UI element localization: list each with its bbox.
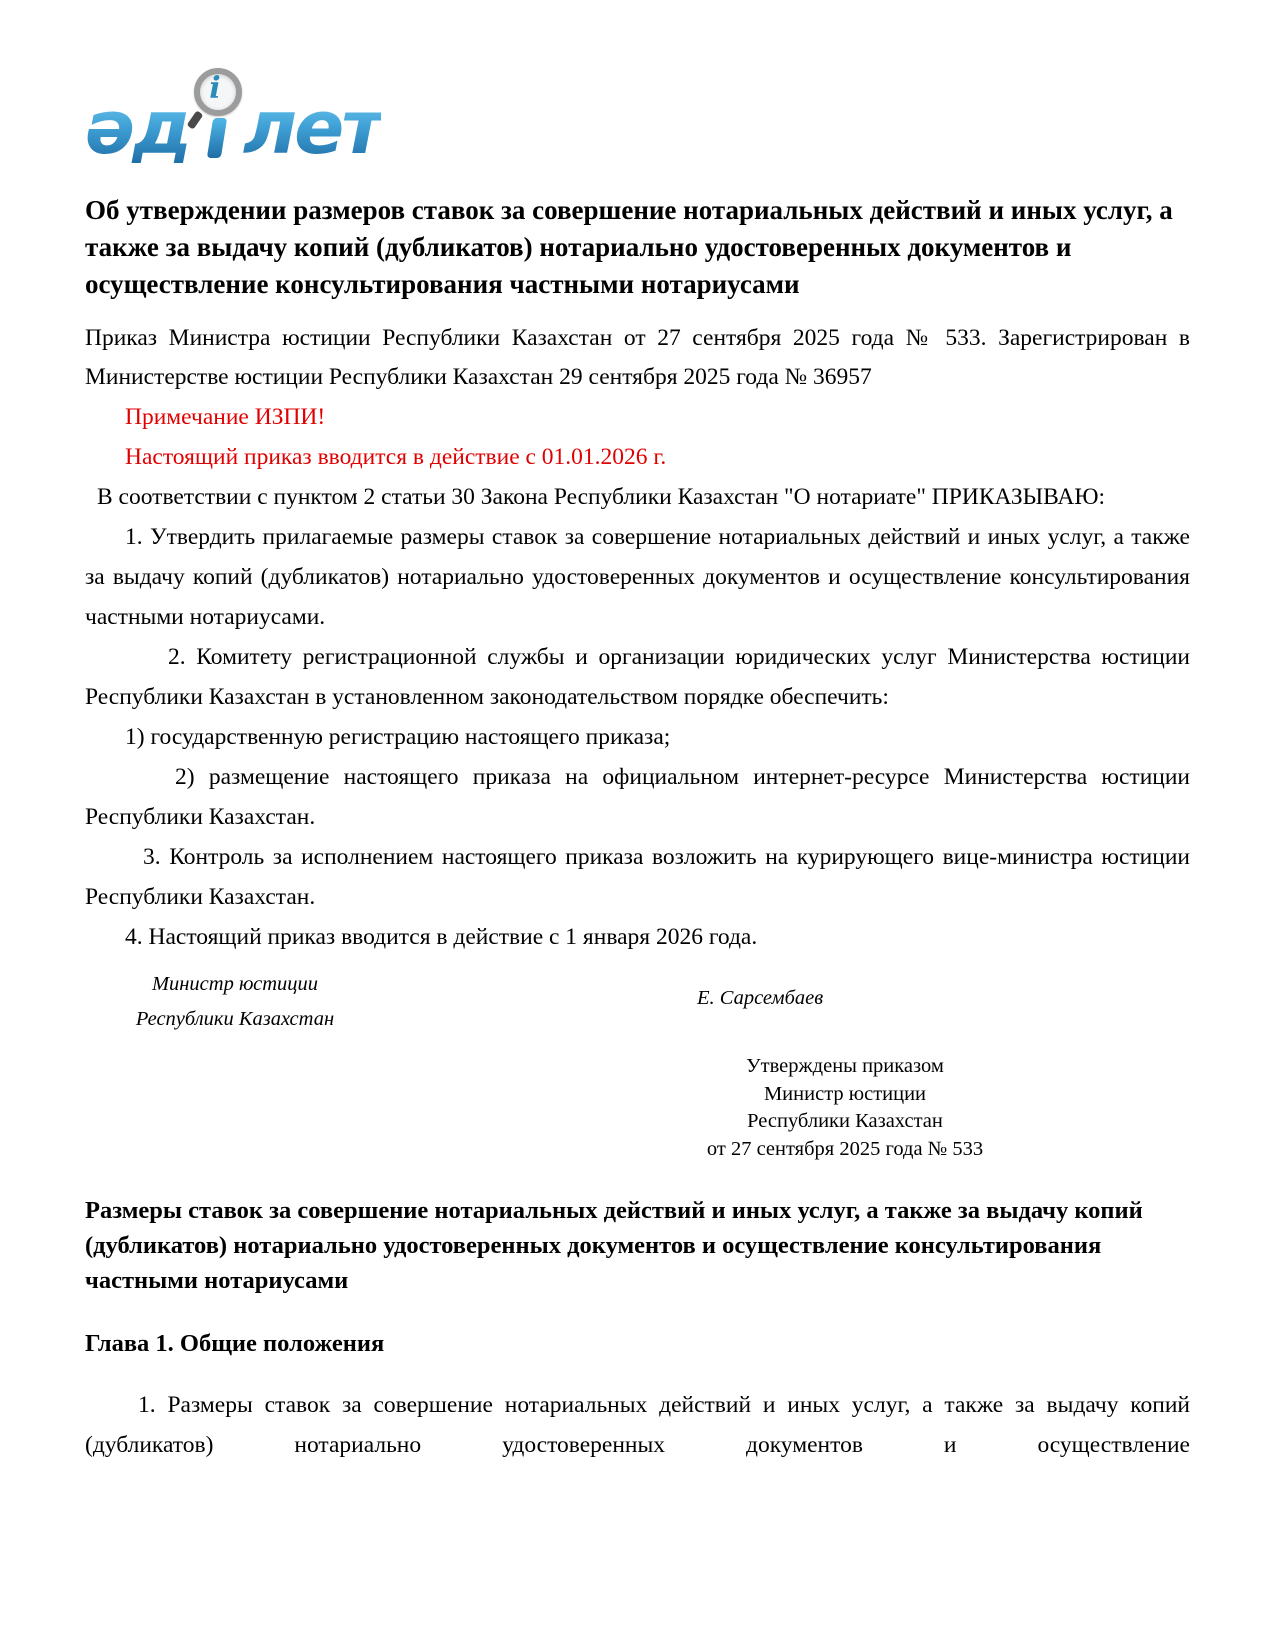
order-item-2: 2. Комитету регистрационной службы и организации юридических услуг Министерства юстиции Республики Казахстан в установленном законодательством порядке обеспечить: — [85, 644, 1190, 710]
magnifier-letter: i — [209, 71, 221, 106]
document-title: Об утверждении размеров ставок за совершение нотариальных действий и иных услуг, а также за выдачу копий (дубликатов) нотариально удостоверенных документов и осуществление консультирования частными нотариусами — [85, 195, 1173, 299]
logo-letter-i-stem — [207, 118, 227, 158]
approval-line: от 27 сентября 2025 года № 533 — [706, 1137, 984, 1160]
adilet-logo[interactable] — [85, 70, 382, 172]
order-item-1: 1. Утвердить прилагаемые размеры ставок за совершение нотариальных действий и иных услуг, а также за выдачу копий (дубликатов) нотариально удостоверенных документов и осуществление консультирования частными нотариусами. — [85, 524, 1190, 630]
order-subitem-1: 1) государственную регистрацию настоящего приказа; — [125, 724, 671, 750]
signer-name: Е. Сарсембаев — [697, 987, 824, 1009]
approval-line: Утверждены приказом — [746, 1055, 944, 1077]
logo-text-part2: лет — [242, 85, 382, 172]
signer-position — [85, 967, 385, 1037]
signer-position-line2: Республики Казахстан — [135, 1008, 335, 1030]
order-meta: Приказ Министра юстиции Республики Казахстан от 27 сентября 2025 года № 533. Зарегистрирован в Министерстве юстиции Республики Казахстан 29 сентября 2025 года № 36957 — [85, 325, 1190, 390]
chapter-1-heading: Глава 1. Общие положения — [85, 1330, 385, 1357]
preamble: В соответствии с пунктом 2 статьи 30 Закона Республики Казахстан "О нотариате" ПРИКАЗЫВАЮ: — [97, 484, 1105, 510]
approval-block — [605, 1053, 1085, 1163]
signer-position-line1: Министр юстиции — [151, 973, 319, 995]
order-item-4: 4. Настоящий приказ вводится в действие с 1 января 2026 года. — [125, 924, 758, 950]
approval-line: Министр юстиции — [763, 1082, 927, 1105]
approval-line: Республики Казахстан — [747, 1110, 943, 1132]
magnifier-icon — [190, 68, 244, 164]
izpi-note-heading: Примечание ИЗПИ! — [125, 404, 326, 430]
annex-title: Размеры ставок за совершение нотариальных действий и иных услуг, а также за выдачу копий (дубликатов) нотариально удостоверенных документов и осуществление консультирования частными нотариусами — [85, 1197, 1143, 1294]
order-subitem-2: 2) размещение настоящего приказа на официальном интернет-ресурсе Министерства юстиции Республики Казахстан. — [85, 764, 1190, 830]
logo-text-part1: әд — [85, 85, 189, 172]
izpi-note-text: Настоящий приказ вводится в действие с 01.01.2026 г. — [125, 444, 667, 470]
signature-block — [85, 965, 1190, 1043]
order-item-3: 3. Контроль за исполнением настоящего приказа возложить на курирующего вице-министра юстиции Республики Казахстан. — [85, 844, 1190, 910]
magnifier-handle — [187, 110, 204, 129]
chapter-1-paragraph-1: 1. Размеры ставок за совершение нотариальных действий и иных услуг, а также за выдачу копий (дубликатов) нотариально удостоверенных документов и осуществление — [85, 1392, 1190, 1458]
